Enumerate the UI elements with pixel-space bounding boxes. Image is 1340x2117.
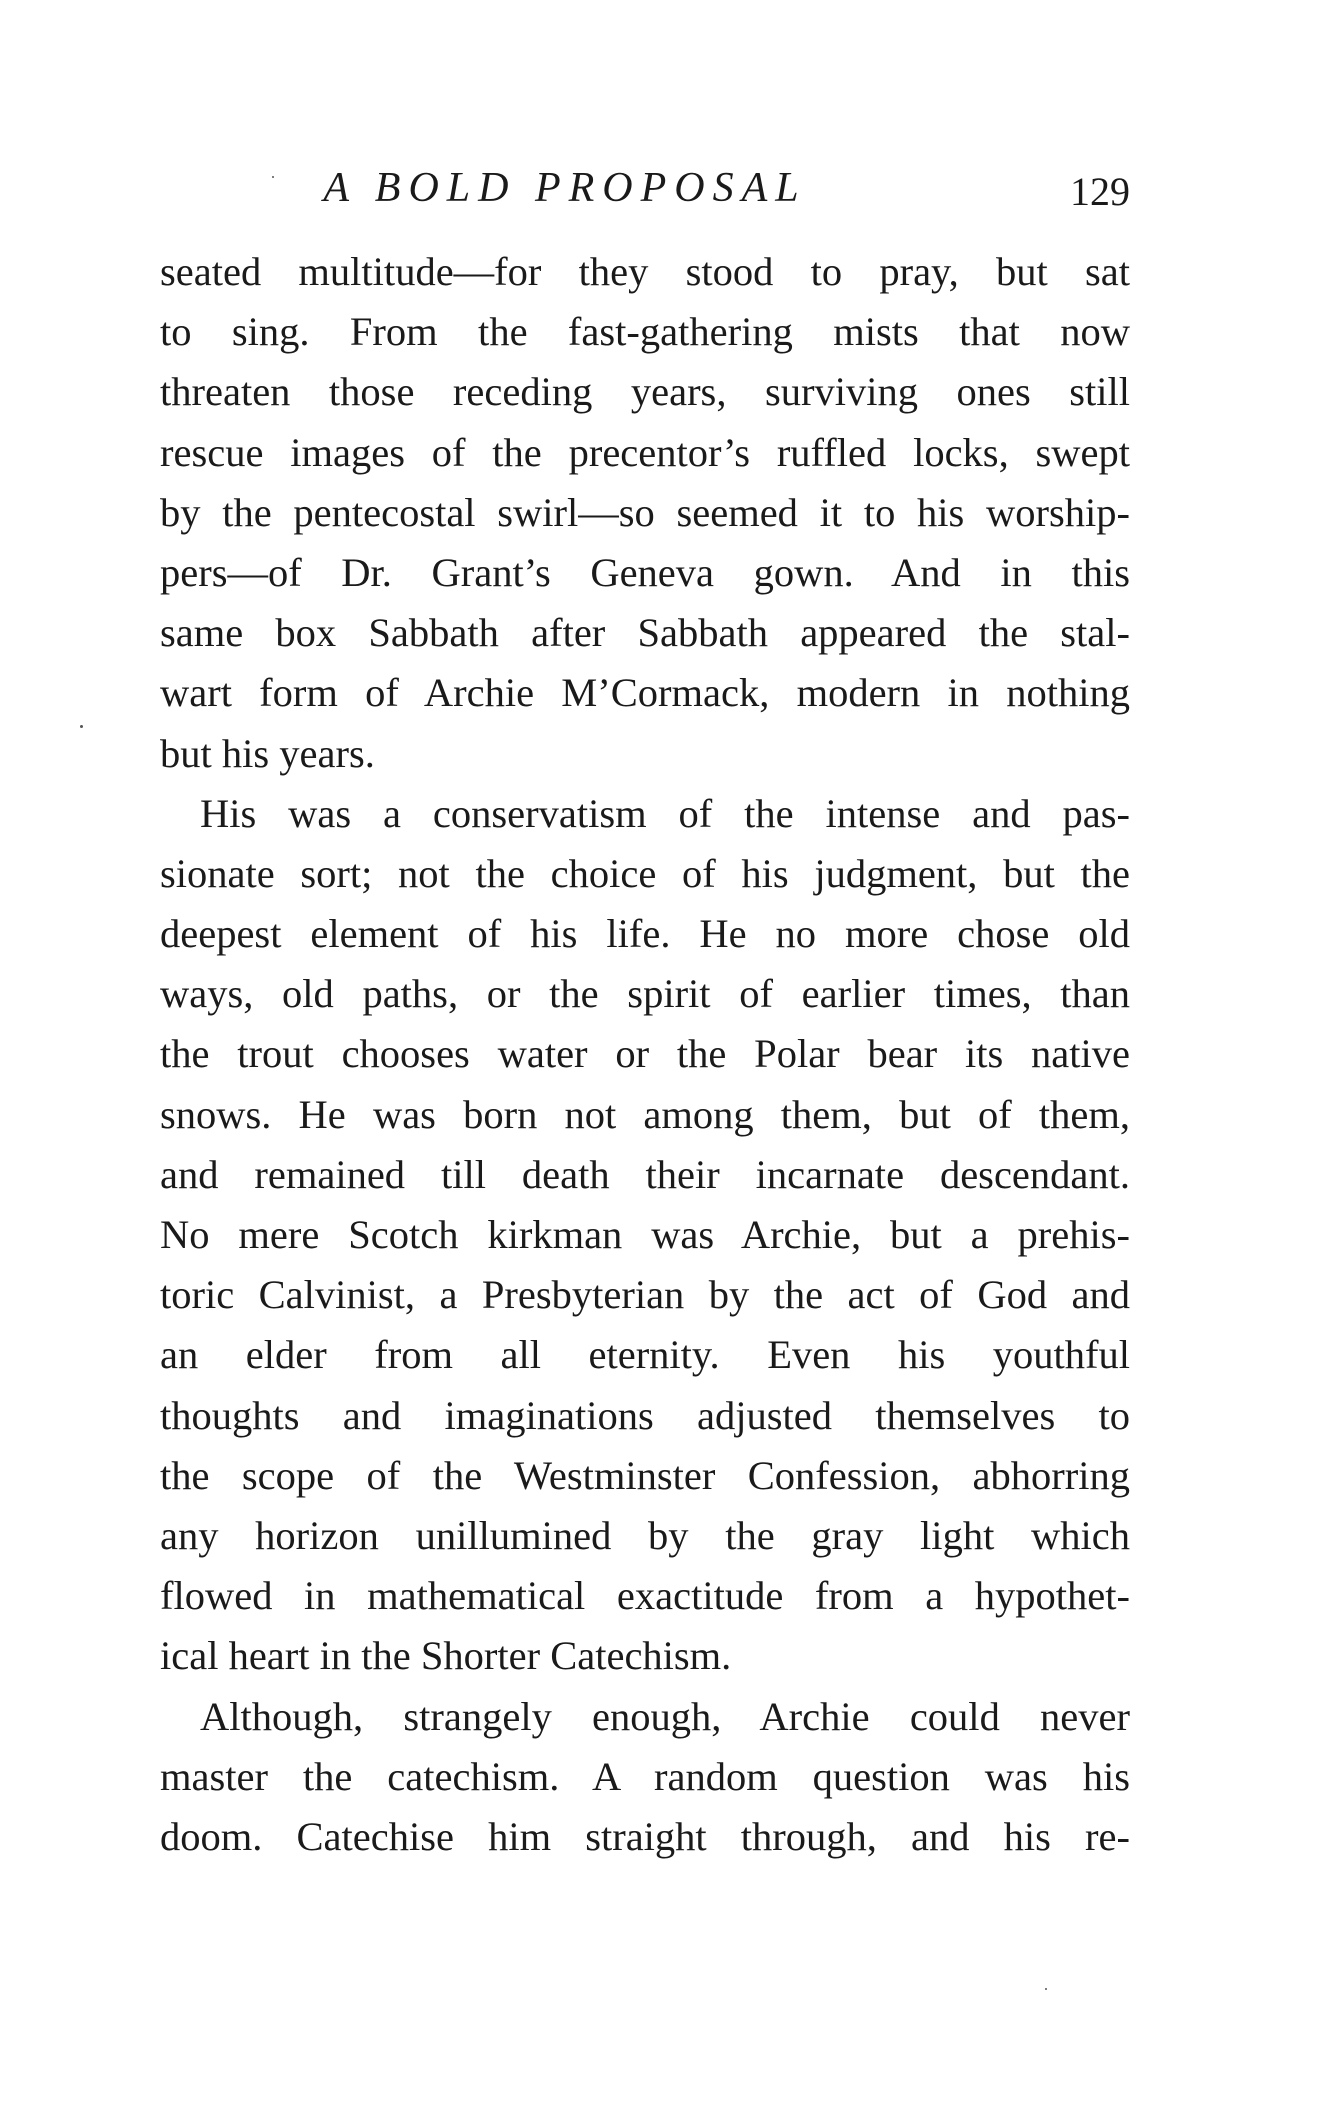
- text-line: seated multitude—for they stood to pray, but sat: [160, 249, 1130, 294]
- text-line: pers—of Dr. Grant’s Geneva gown. And in this: [160, 549, 1130, 595]
- text-line: threaten those receding years, surviving ones still: [160, 369, 1130, 415]
- text-line: master the catechism. A random question was his: [160, 1753, 1130, 1799]
- text-line: No mere Scotch kirkman was Archie, but a prehis-: [160, 1212, 1130, 1257]
- text-line: same box Sabbath after Sabbath appeared the stal-: [160, 610, 1130, 656]
- paragraph-3: [160, 1687, 1130, 1868]
- text-line: any horizon unillumined by the gray light which: [160, 1512, 1130, 1558]
- text-line: ical heart in the Shorter Catechism.: [160, 1633, 732, 1679]
- text-line: deepest element of his life. He no more chose old: [160, 911, 1130, 957]
- text-line: and remained till death their incarnate descendant.: [160, 1151, 1130, 1197]
- text-line: thoughts and imaginations adjusted themselves to: [160, 1392, 1130, 1438]
- text-line: His was a conservatism of the intense and pas-: [200, 790, 1130, 836]
- scan-speck: [272, 176, 274, 178]
- text-line: to sing. From the fast-gathering mists that now: [160, 309, 1130, 355]
- running-title: A BOLD PROPOSAL: [323, 165, 807, 211]
- text-line: by the pentecostal swirl—so seemed it to his worship-: [160, 489, 1130, 535]
- scan-speck: [80, 725, 83, 728]
- text-line: doom. Catechise him straight through, and his re-: [160, 1813, 1130, 1859]
- text-line: the scope of the Westminster Confession, abhorring: [160, 1452, 1130, 1498]
- text-line: toric Calvinist, a Presbyterian by the act of God and: [160, 1272, 1130, 1318]
- text-line: ways, old paths, or the spirit of earlier times, than: [160, 971, 1130, 1017]
- text-line: rescue images of the precentor’s ruffled locks, swept: [160, 429, 1130, 475]
- body-text: [160, 242, 1130, 1867]
- text-line: Although, strangely enough, Archie could never: [200, 1693, 1130, 1739]
- text-line: wart form of Archie M’Cormack, modern in nothing: [160, 670, 1130, 716]
- text-line: the trout chooses water or the Polar bear its native: [160, 1031, 1130, 1077]
- scan-speck: [1045, 1988, 1047, 1990]
- paragraph-1: [160, 242, 1130, 784]
- text-line: an elder from all eternity. Even his youthful: [160, 1332, 1130, 1378]
- text-line: flowed in mathematical exactitude from a hypothet-: [160, 1573, 1130, 1619]
- page-number: 129: [1070, 169, 1130, 214]
- text-line: sionate sort; not the choice of his judgment, but the: [160, 850, 1130, 896]
- text-line: snows. He was born not among them, but of them,: [160, 1091, 1130, 1137]
- paragraph-2: [160, 784, 1130, 1687]
- running-head: [160, 160, 1130, 216]
- text-line: but his years.: [160, 730, 375, 776]
